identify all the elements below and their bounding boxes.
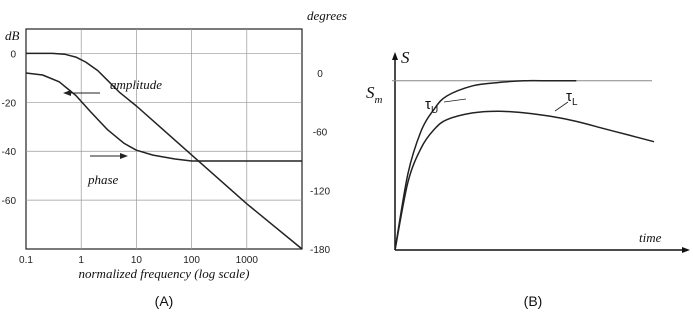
tau-l-main: τ <box>566 88 572 105</box>
tau-l-label <box>566 88 578 108</box>
y2-tick-label: 0 <box>317 69 323 80</box>
tau-u-subscript: U <box>430 105 439 116</box>
amplitude-annotation-label: amplitude <box>110 77 162 92</box>
x-tick-label: 100 <box>183 255 200 266</box>
phase-arrow-right <box>90 153 128 159</box>
tau-u-main: τ <box>425 96 431 113</box>
panel-b-response-plot <box>366 48 690 309</box>
x-tick-label: 1000 <box>235 255 258 266</box>
panel-a-ylabel-degrees: degrees <box>307 8 347 23</box>
panel-b-ylabel-s: S <box>401 48 410 67</box>
panel-a-ylabel-db: dB <box>5 28 20 43</box>
phase-annotation-label: phase <box>88 172 119 187</box>
sm-label <box>366 83 383 106</box>
x-tick-label: 10 <box>130 255 142 266</box>
tau-u-leader <box>444 99 466 102</box>
panel-a-xlabel: normalized frequency (log scale) <box>78 266 250 281</box>
y2-tick-label: -60 <box>312 127 328 139</box>
tau-l-leader <box>555 102 568 111</box>
phase-curve <box>26 73 302 161</box>
y-tick-label: -20 <box>1 98 16 110</box>
panel-a-bode-plot <box>2 8 347 309</box>
tau-u-label <box>425 96 438 116</box>
y2-tick-label: -180 <box>309 245 331 256</box>
tau-l-subscript: L <box>571 97 578 108</box>
sm-label-subscript: m <box>374 94 383 106</box>
y-tick-label: -40 <box>1 147 16 159</box>
tau-l-curve <box>395 111 654 250</box>
panel-b-xlabel-time: time <box>639 230 662 245</box>
y-tick-label: -60 <box>1 196 16 208</box>
x-tick-label: 0.1 <box>19 255 33 266</box>
y-tick-label: 0 <box>10 49 16 61</box>
y2-tick-label: -120 <box>309 186 331 198</box>
tau-u-curve <box>395 81 576 250</box>
panel-b-caption: (B) <box>523 293 543 309</box>
sm-label-main: S <box>366 83 375 102</box>
x-tick-label: 1 <box>78 255 84 266</box>
panel-b-axes <box>392 52 690 253</box>
panel-a-caption: (A) <box>154 293 174 309</box>
